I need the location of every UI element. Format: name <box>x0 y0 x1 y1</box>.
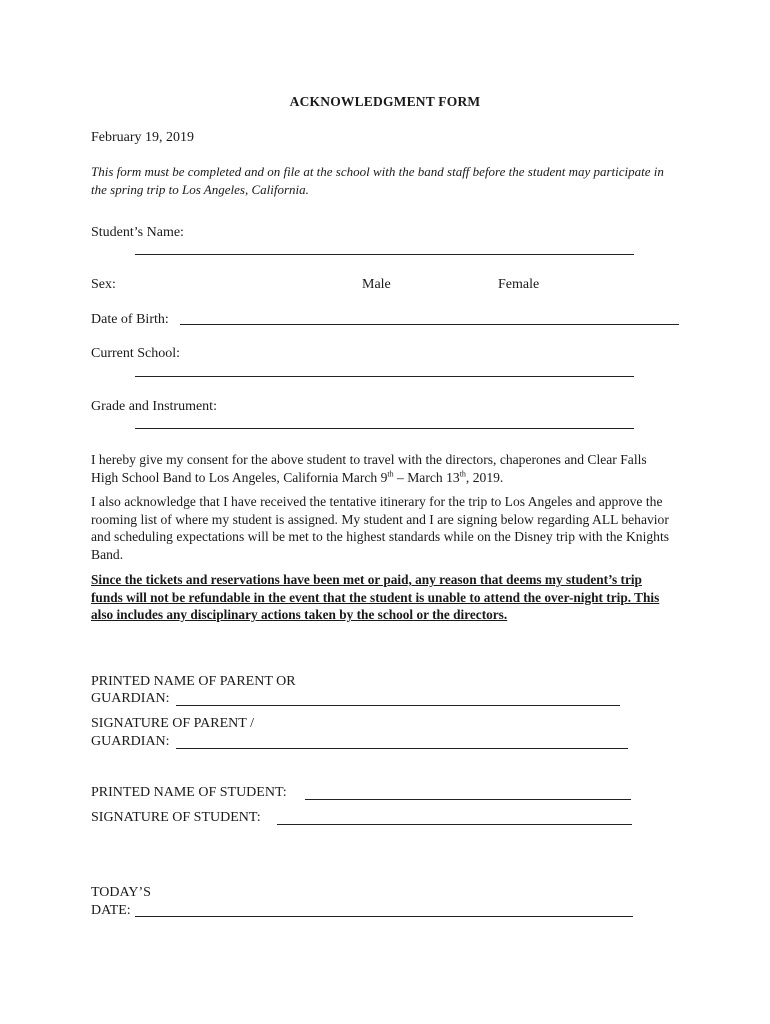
form-date: February 19, 2019 <box>91 130 195 145</box>
student-name-label: Student’s Name: <box>91 225 184 240</box>
grade-instrument-field[interactable] <box>135 428 634 429</box>
student-printed-name-field[interactable] <box>305 799 631 800</box>
acknowledgement-paragraph: I also acknowledge that I have received the tentative itinerary for the trip to Los Angeles and approve the rooming list of where my student is assigned. My student and I are signing below regarding ALL behavior and scheduling expectations will be met to the highest standards while on the Disney trip with the Knights Band. <box>91 494 670 562</box>
ordinal-suffix: th <box>459 468 466 478</box>
form-intro: This form must be completed and on file at the school with the band staff before the student may participate in the spring trip to Los Angeles, California. <box>91 164 664 197</box>
parent-printed-name-label-line2: GUARDIAN: <box>91 691 170 706</box>
dob-field[interactable] <box>180 324 679 325</box>
ordinal-suffix: th <box>387 468 394 478</box>
todays-date-field[interactable] <box>135 916 633 917</box>
parent-signature-label-line2: GUARDIAN: <box>91 734 170 749</box>
student-printed-name-label: PRINTED NAME OF STUDENT: <box>91 785 287 800</box>
parent-printed-name-field[interactable] <box>176 705 620 706</box>
parent-signature-field[interactable] <box>176 748 628 749</box>
dob-label: Date of Birth: <box>91 312 169 327</box>
consent-paragraph <box>91 451 669 486</box>
sex-label: Sex: <box>91 277 116 292</box>
current-school-label: Current School: <box>91 346 181 361</box>
consent-text-part3: , 2019. <box>465 469 504 485</box>
todays-date-label-line1: TODAY’S <box>91 885 151 900</box>
current-school-field[interactable] <box>135 376 634 377</box>
student-signature-field[interactable] <box>277 824 632 825</box>
student-name-field[interactable] <box>135 254 634 255</box>
parent-printed-name-label-line1: PRINTED NAME OF PARENT OR <box>91 674 296 689</box>
sex-option-female[interactable]: Female <box>498 277 540 292</box>
todays-date-label-line2: DATE: <box>91 903 131 918</box>
form-title: ACKNOWLEDGMENT FORM <box>289 94 481 109</box>
student-signature-label: SIGNATURE OF STUDENT: <box>91 810 261 825</box>
consent-text-part2: – March 13 <box>393 469 460 485</box>
sex-option-male[interactable]: Male <box>362 277 391 292</box>
refund-warning: Since the tickets and reservations have been met or paid, any reason that deems my student’s trip funds will not be refundable in the event that the student is unable to attend the over-night trip. This also includes any disciplinary actions taken by the school or the directors. <box>91 572 660 622</box>
consent-text-part1: I hereby give my consent for the above student to travel with the directors, chaperones and Clear Falls High School Band to Los Angeles, California March 9 <box>91 452 647 485</box>
grade-instrument-label: Grade and Instrument: <box>91 399 217 414</box>
parent-signature-label-line1: SIGNATURE OF PARENT / <box>91 716 254 731</box>
